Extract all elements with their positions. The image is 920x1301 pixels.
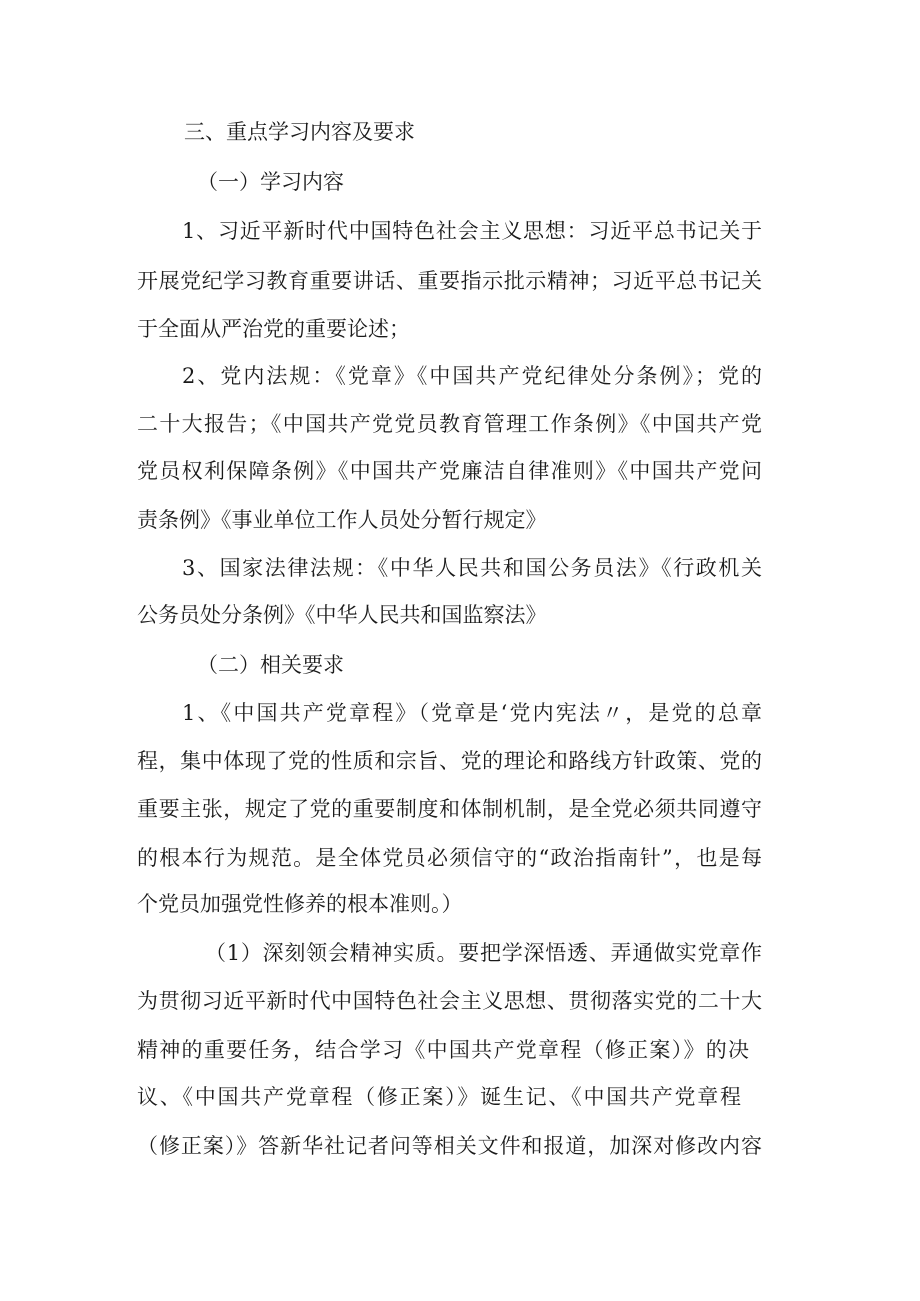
paragraph-line bbox=[0, 548, 920, 588]
paragraph-line bbox=[0, 838, 920, 878]
paragraph-text: 开展党纪学习教育重要讲话、重要指示批示精神；习近平总书记关 bbox=[137, 269, 762, 293]
paragraph-line bbox=[0, 451, 920, 491]
paragraph-text: 1、习近平新时代中国特色社会主义思想：习近平总书记关于 bbox=[182, 219, 762, 243]
subsection-heading-text: （一）学习内容 bbox=[197, 170, 344, 194]
paragraph-text: （1）深刻领会精神实质。要把学深悟透、弄通做实党章作 bbox=[205, 941, 762, 965]
paragraph-line bbox=[0, 261, 920, 301]
paragraph-line bbox=[0, 500, 920, 540]
paragraph-text: 的根本行为规范。是全体党员必须信守的“政治指南针”，也是每 bbox=[137, 846, 762, 870]
paragraph-line bbox=[0, 404, 920, 444]
paragraph-line bbox=[0, 1126, 920, 1166]
paragraph-text: 3、国家法律法规：《中华人民共和国公务员法》《行政机关 bbox=[182, 556, 762, 580]
subsection-heading bbox=[0, 162, 920, 202]
paragraph-text: 为贯彻习近平新时代中国特色社会主义思想、贯彻落实党的二十大 bbox=[137, 989, 762, 1013]
paragraph-text: 精神的重要任务，结合学习《中国共产党章程（修正案）》的决 bbox=[137, 1038, 749, 1062]
paragraph-text: 程，集中体现了党的性质和宗旨、党的理论和路线方针政策、党的 bbox=[137, 749, 762, 773]
section-heading bbox=[0, 112, 920, 152]
paragraph-line bbox=[0, 211, 920, 251]
paragraph-text: （修正案）》答新华社记者问等相关文件和报道，加深对修改内容 bbox=[137, 1134, 762, 1158]
paragraph-text: 党员权利保障条例》《中国共产党廉洁自律准则》《中国共产党问 bbox=[137, 459, 762, 483]
subsection-heading bbox=[0, 645, 920, 685]
paragraph-line bbox=[0, 884, 920, 924]
paragraph-text: 议、《中国共产党章程（修正案）》诞生记、《中国共产党章程 bbox=[137, 1085, 741, 1109]
paragraph-line bbox=[0, 789, 920, 829]
paragraph-text: 二十大报告；《中国共产党党员教育管理工作条例》《中国共产党 bbox=[137, 412, 762, 436]
paragraph-text: 个党员加强党性修养的根本准则。） bbox=[137, 892, 463, 916]
paragraph-text: 1、《中国共产党章程》（党章是‘党内宪法〃，是党的总章 bbox=[182, 701, 762, 725]
paragraph-text: 公务员处分条例》《中华人民共和国监察法》 bbox=[137, 603, 547, 627]
paragraph-line bbox=[0, 1077, 920, 1117]
paragraph-text: 责条例》《事业单位工作人员处分暂行规定》 bbox=[137, 508, 547, 532]
paragraph-line bbox=[0, 595, 920, 635]
paragraph-line bbox=[0, 981, 920, 1021]
paragraph-line bbox=[0, 356, 920, 396]
paragraph-line bbox=[0, 933, 920, 973]
paragraph-text: 于全面从严治党的重要论述； bbox=[137, 317, 410, 341]
paragraph-line bbox=[0, 693, 920, 733]
paragraph-line bbox=[0, 309, 920, 349]
paragraph-line bbox=[0, 1030, 920, 1070]
section-heading-text: 三、重点学习内容及要求 bbox=[184, 120, 415, 144]
paragraph-text: 重要主张，规定了党的重要制度和体制机制，是全党必须共同遵守 bbox=[137, 797, 762, 821]
paragraph-line bbox=[0, 741, 920, 781]
subsection-heading-text: （二）相关要求 bbox=[197, 653, 344, 677]
paragraph-text: 2、党内法规：《党章》《中国共产党纪律处分条例》；党的 bbox=[182, 364, 762, 388]
